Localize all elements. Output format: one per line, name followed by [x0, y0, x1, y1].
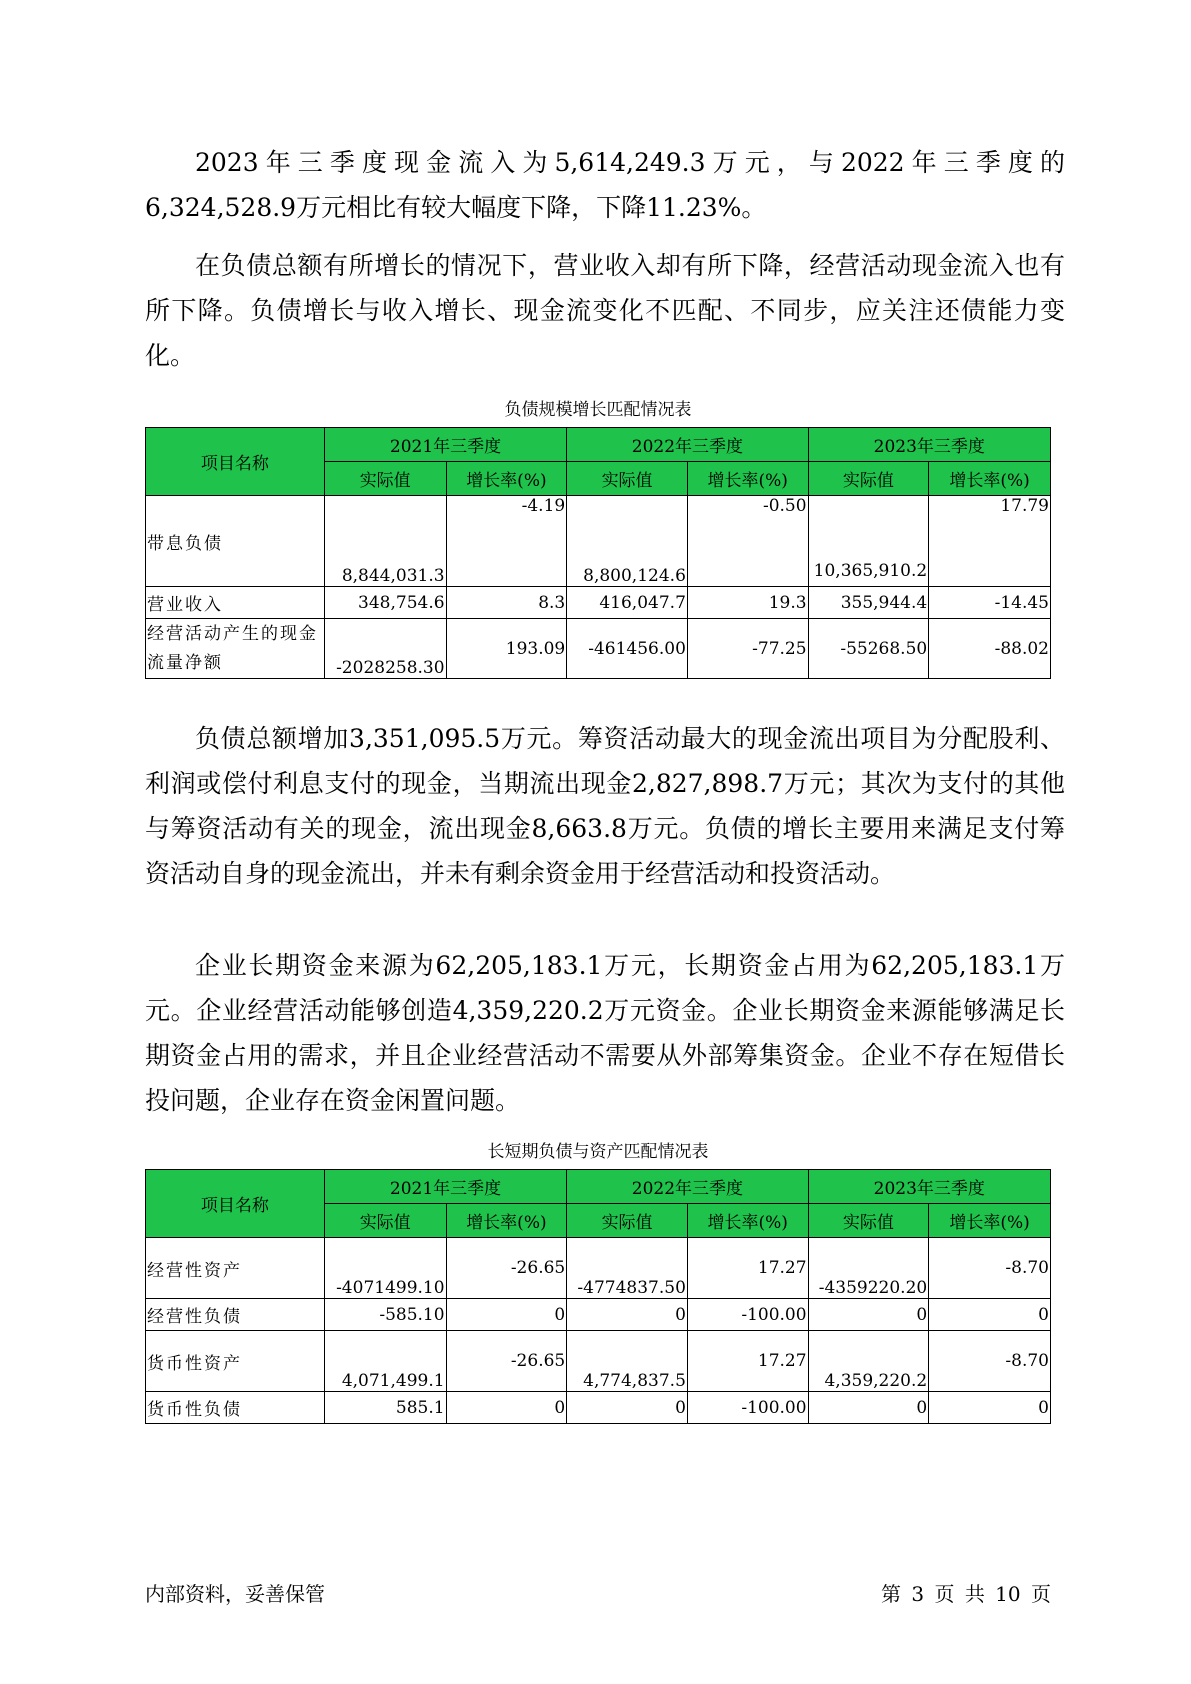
row-name: 货币性负债: [146, 1392, 325, 1424]
cell-value: -4071499.10: [324, 1238, 446, 1299]
row-name: 经营性资产: [146, 1238, 325, 1299]
cell-growth: -100.00: [687, 1299, 808, 1331]
cell-growth: 0: [446, 1392, 567, 1424]
cell-value: 0: [808, 1392, 929, 1424]
cell-growth: -26.65: [446, 1238, 567, 1299]
cell-growth: 17.27: [687, 1331, 808, 1392]
table-row: [146, 1238, 1051, 1299]
row-name: 货币性资产: [146, 1331, 325, 1392]
cell-growth: 19.3: [687, 587, 808, 619]
actual-value-header: 实际值: [324, 1204, 446, 1238]
growth-rate-header: 增长率(%): [929, 462, 1051, 496]
table2-caption: 长短期负债与资产匹配情况表: [487, 1142, 709, 1162]
cell-value: -2028258.30: [324, 619, 446, 679]
cell-value: 8,800,124.6: [567, 496, 688, 587]
cell-growth: -14.45: [929, 587, 1051, 619]
row-name: 经营性负债: [146, 1299, 325, 1331]
growth-rate-header: 增长率(%): [687, 462, 808, 496]
table-row: [146, 587, 1051, 619]
row-name: 经营活动产生的现金流量净额: [146, 619, 325, 679]
growth-rate-header: 增长率(%): [687, 1204, 808, 1238]
cell-value: -4359220.20: [808, 1238, 929, 1299]
row-name: 营业收入: [146, 587, 325, 619]
actual-value-header: 实际值: [808, 1204, 929, 1238]
period-header: 2023年三季度: [808, 428, 1050, 462]
cell-value: 585.1: [324, 1392, 446, 1424]
actual-value-header: 实际值: [808, 462, 929, 496]
footer-confidential-note: 内部资料，妥善保管: [145, 1582, 325, 1606]
item-name-header: 项目名称: [146, 1170, 325, 1238]
paragraph-financing: 负债总额增加3,351,095.5万元。筹资活动最大的现金流出项目为分配股利、利润或偿付利息支付的现金，当期流出现金2,827,898.7万元；其次为支付的其他与筹资活动有关的现金，流出现金8,663.8万元。负债的增长主要用来满足支付筹资活动自身的现金流出，并未有剩余资金用于经营活动和投资活动。: [145, 724, 1065, 888]
cell-growth: 17.79: [929, 496, 1051, 587]
cell-value: 4,774,837.5: [567, 1331, 688, 1392]
paragraph-long-term-funds: 企业长期资金来源为62,205,183.1万元，长期资金占用为62,205,183.1万元。企业经营活动能够创造4,359,220.2万元资金。企业长期资金来源能够满足长期资金占用的需求，并且企业经营活动不需要从外部筹集资金。企业不存在短借长投问题，企业存在资金闲置问题。: [145, 951, 1065, 1115]
cell-value: -461456.00: [567, 619, 688, 679]
cell-growth: 0: [929, 1299, 1051, 1331]
cell-growth: -8.70: [929, 1238, 1051, 1299]
table1-caption: 负债规模增长匹配情况表: [504, 400, 692, 420]
row-name: 带息负债: [146, 496, 325, 587]
cell-growth: -88.02: [929, 619, 1051, 679]
cell-value: 0: [567, 1392, 688, 1424]
table-long-short-match: [145, 1169, 1051, 1424]
cell-value: 8,844,031.3: [324, 496, 446, 587]
table-debt-scale-match: [145, 427, 1051, 679]
item-name-header: 项目名称: [146, 428, 325, 496]
cell-value: -585.10: [324, 1299, 446, 1331]
cell-growth: 8.3: [446, 587, 567, 619]
actual-value-header: 实际值: [567, 1204, 688, 1238]
growth-rate-header: 增长率(%): [446, 462, 567, 496]
cell-value: 355,944.4: [808, 587, 929, 619]
cell-growth: 0: [446, 1299, 567, 1331]
cell-growth: -0.50: [687, 496, 808, 587]
cell-value: 348,754.6: [324, 587, 446, 619]
cell-growth: -4.19: [446, 496, 567, 587]
cell-growth: 17.27: [687, 1238, 808, 1299]
cell-value: -4774837.50: [567, 1238, 688, 1299]
period-header: 2021年三季度: [324, 428, 566, 462]
cell-value: 0: [567, 1299, 688, 1331]
growth-rate-header: 增长率(%): [446, 1204, 567, 1238]
table-row: [146, 1299, 1051, 1331]
cell-growth: -100.00: [687, 1392, 808, 1424]
cell-value: 10,365,910.2: [808, 496, 929, 587]
period-header: 2023年三季度: [808, 1170, 1050, 1204]
period-header: 2021年三季度: [324, 1170, 566, 1204]
table-row: [146, 496, 1051, 587]
growth-rate-header: 增长率(%): [929, 1204, 1051, 1238]
paragraph-debt-growth: 在负债总额有所增长的情况下，营业收入却有所下降，经营活动现金流入也有所下降。负债增长与收入增长、现金流变化不匹配、不同步，应关注还债能力变化。: [145, 251, 1065, 370]
cell-value: 4,359,220.2: [808, 1331, 929, 1392]
cell-value: 0: [808, 1299, 929, 1331]
cell-value: 416,047.7: [567, 587, 688, 619]
cell-value: -55268.50: [808, 619, 929, 679]
table-row: [146, 1392, 1051, 1424]
cell-growth: -8.70: [929, 1331, 1051, 1392]
cell-value: 4,071,499.1: [324, 1331, 446, 1392]
period-header: 2022年三季度: [567, 428, 808, 462]
actual-value-header: 实际值: [324, 462, 446, 496]
cell-growth: 0: [929, 1392, 1051, 1424]
table-row: [146, 619, 1051, 679]
page-number: 第 3 页 共 10 页: [881, 1582, 1051, 1606]
table-row: [146, 1331, 1051, 1392]
cell-growth: -77.25: [687, 619, 808, 679]
cell-growth: 193.09: [446, 619, 567, 679]
period-header: 2022年三季度: [567, 1170, 808, 1204]
actual-value-header: 实际值: [567, 462, 688, 496]
cell-growth: -26.65: [446, 1331, 567, 1392]
paragraph-cash-inflow: 2023年三季度现金流入为5,614,249.3万元，与2022年三季度的6,324,528.9万元相比有较大幅度下降，下降11.23%。: [145, 148, 1065, 222]
